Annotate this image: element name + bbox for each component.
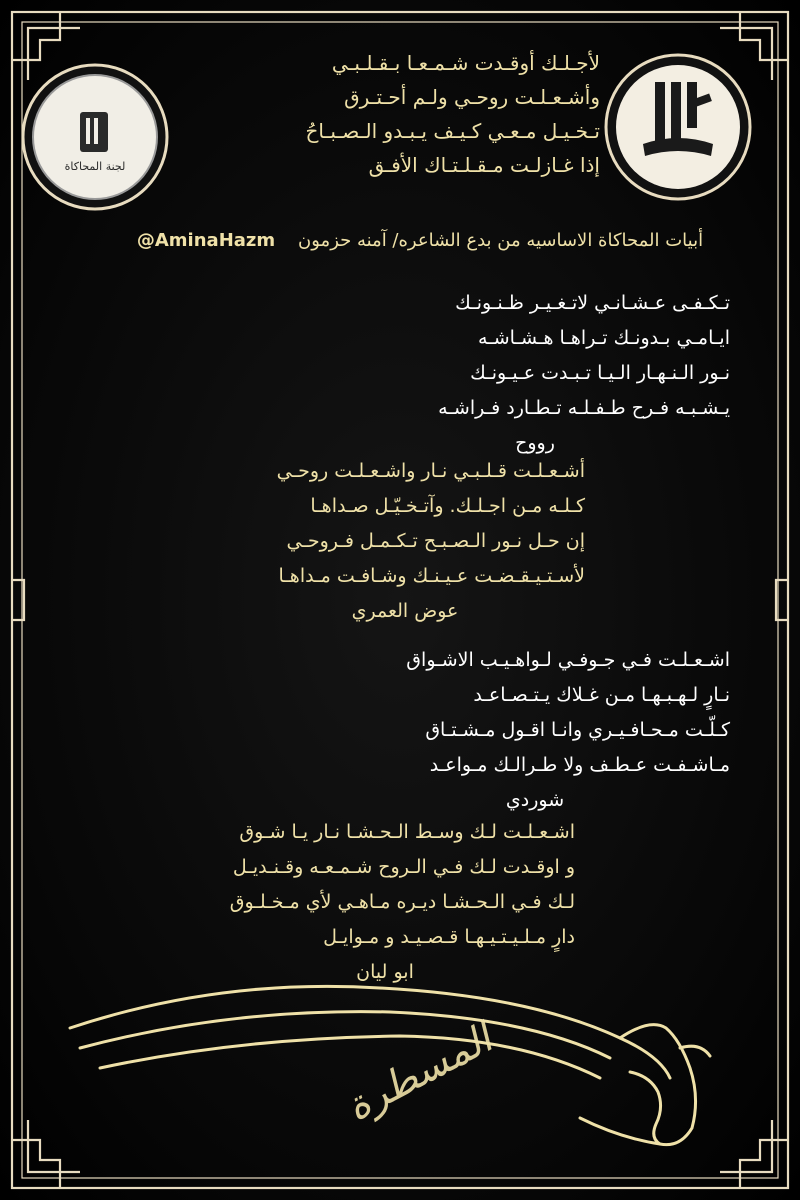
almasatra-logo-icon [603,52,753,202]
poem-line: و اوقـدت لـك فـي الـروح شـمـعـه وقـنـديـل [232,856,575,878]
poem-line: ايـامـي بـدونـك تـراهـا هـشـاشـه [477,327,730,349]
poem-author: ابو ليان [356,961,414,983]
caption [100,230,740,251]
poem-author: عوض العمري [351,600,459,622]
poem-line: كـلّـت مـحـافـيـري وانـا اقـول مـشـتـاق [425,719,730,741]
poem-line: أشـعـلـت قـلـبـي نـار واشـعـلـت روحـي [276,460,585,482]
logo-left-text: لجنة المحاكاة [64,160,126,173]
caption-text: أبيات المحاكاة الاساسيه من بدع الشاعره/ آمنه حزمون [298,230,704,251]
poem-1 [340,286,730,461]
poem-author: رووح [515,432,555,454]
logo-left [20,62,170,212]
poem-line: لأسـتـيـقـضـت عـيـنـك وشـافـت مـداهـا [278,565,585,587]
seal-logo-icon [20,62,170,212]
poem-line: يـشـبـه فـرح طـفـلـه تـطـارد فـراشـه [438,397,730,419]
poem-2 [225,454,585,629]
poem-line: كـلـه مـن اجـلـك. وآتـخـيّـل صـداهـا [310,495,585,517]
poem-line: اشـعـلـت فـي جـوفـي لـواهـيـب الاشـواق [406,649,730,671]
intro-line: إذا غـازلـت مـقـلـتـاك الأفـق [368,153,600,177]
intro-line: تـخـيـل مـعـي كـيـف يـبـدو الـصـبـاحُ [305,119,600,143]
poem-line: نـارٍ لـهـبـهـا مـن غـلاك يـتـصـاعـد [473,684,730,706]
poem-line: نـور الـنـهـار الـيـا تـبـدت عـيـونـك [470,362,730,384]
intro-line: وأشـعـلـت روحـي ولـم أحـتـرق [344,85,600,109]
logo-right [603,52,753,202]
poem-author: شوردي [505,789,565,811]
author-handle[interactable]: @AminaHazm [136,230,276,251]
poem-4 [195,815,575,990]
poem-line: مـاشـفـت عـطـف ولا طـرالـك مـواعـد [429,754,730,776]
poem-line: إن حـل نـور الـصـبـح تـكـمـل فـروحـي [286,530,585,552]
intro-poem [200,46,600,182]
poem-3 [340,643,730,818]
poem-line: لـك فـي الـحـشـا ديـره مـاهـي لأي مـخـلـوق [229,891,575,913]
poem-line: تـكـفـى عـشـانـي لاتـغـيـر ظـنـونـك [455,292,730,314]
intro-line: لأجـلـك أوقـدت شـمـعـا بـقـلـبـي [331,51,600,75]
signature-text: المسطرة [338,1015,500,1131]
poem-line: دارٍ مـلـيـتـيـهـا قـصـيـد و مـوايـل [323,926,575,948]
poem-line: اشـعـلـت لـك وسـط الـحـشـا نـار يـا شـوق [239,821,575,843]
